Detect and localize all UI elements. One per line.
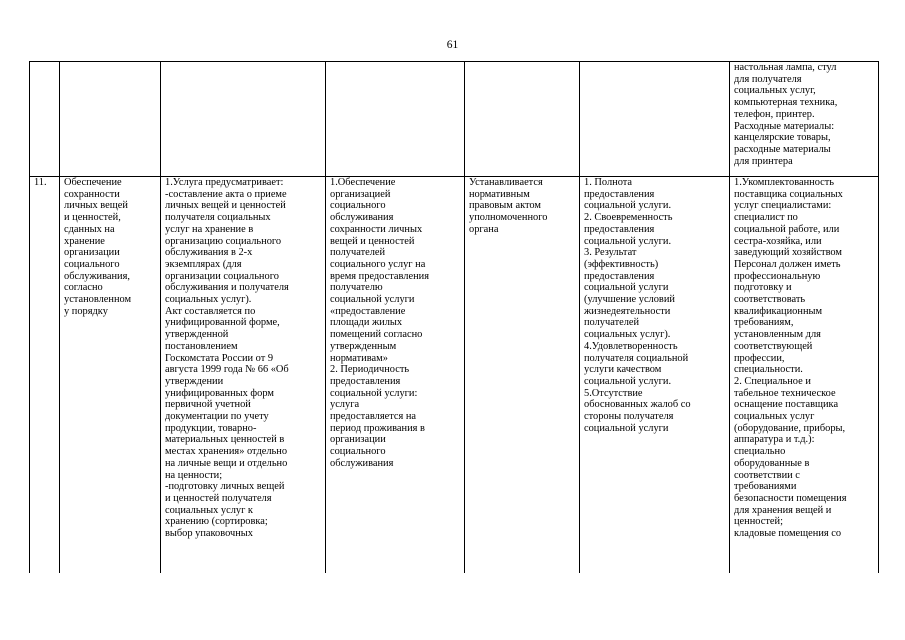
services-table: [29, 61, 879, 573]
cell-conditions: 1.Укомплектованность поставщика социальных услуг специалистами: специалист по социальной работе, или сестра-хозяйка, или заведующий хозяйством Персонал должен иметь профессиональную подготовку и соответствовать квалификационным требованиям, установленным для соответствующей профессии, специальности. 2. Специальное и табельное техническое оснащение поставщика социальных услуг (оборудование, приборы, аппаратура и т.д.): специально оборудованные в соответствии с требованиями безопасности помещения для хранения вещей и ценностей; кладовые помещения со: [730, 177, 879, 574]
cell-service-terms: 1.Обеспечение организацией социального обслуживания сохранности личных вещей и ценностей получателей социального услуг на время предоставления получателю социальной услуги «предоставление площади жилых помещений согласно утвержденным нормативам» 2. Периодичность предоставления социальной услуги: услуга предоставляется на период проживания в организации социального обслуживания: [326, 177, 465, 574]
cell-quality-indicators: 1. Полнота предоставления социальной услуги. 2. Своевременность предоставления социальной услуги. 3. Результат (эффективность) предоставления социальной услуги (улучшение условий жизнедеятельности получателей социальных услуг). 4.Удовлетворенность получателя социальной услуги качеством социальной услуги. 5.Отсутствие обоснованных жалоб со стороны получателя социальной услуги: [580, 177, 730, 574]
cell-service-description: [161, 62, 326, 177]
table-row-11: [30, 177, 879, 574]
cell-norms: Устанавливается нормативным правовым актом уполномоченного органа: [465, 177, 580, 574]
cell-number: [30, 62, 60, 177]
cell-service-description: 1.Услуга предусматривает: -составление акта о приеме личных вещей и ценностей получателя социальных услуг на хранение в организацию социального обслуживания в 2-х экземплярах (для организации социального обслуживания и получателя социальных услуг). Акт составляется по унифицированной форме, утвержденной постановлением Госкомстата России от 9 августа 1999 года № 66 «Об утверждении унифицированных форм первичной учетной документации по учету продукции, товарно- материальных ценностей в местах хранения» отдельно на личные вещи и отдельно на ценности; -подготовку личных вещей и ценностей получателя социальных услуг к хранению (сортировка; выбор упаковочных: [161, 177, 326, 574]
page-number: 61: [446, 39, 459, 51]
cell-norms: [465, 62, 580, 177]
cell-quality-indicators: [580, 62, 730, 177]
table-row-continued: [30, 62, 879, 177]
cell-service-name: [60, 62, 161, 177]
cell-conditions: настольная лампа, стул для получателя социальных услуг, компьютерная техника, телефон, принтер. Расходные материалы: канцелярские товары, расходные материалы для принтера: [730, 62, 879, 177]
cell-service-name: Обеспечение сохранности личных вещей и ценностей, сданных на хранение организации социального обслуживания, согласно установленном у порядку: [60, 177, 161, 574]
cell-number: 11.: [30, 177, 60, 574]
cell-service-terms: [326, 62, 465, 177]
